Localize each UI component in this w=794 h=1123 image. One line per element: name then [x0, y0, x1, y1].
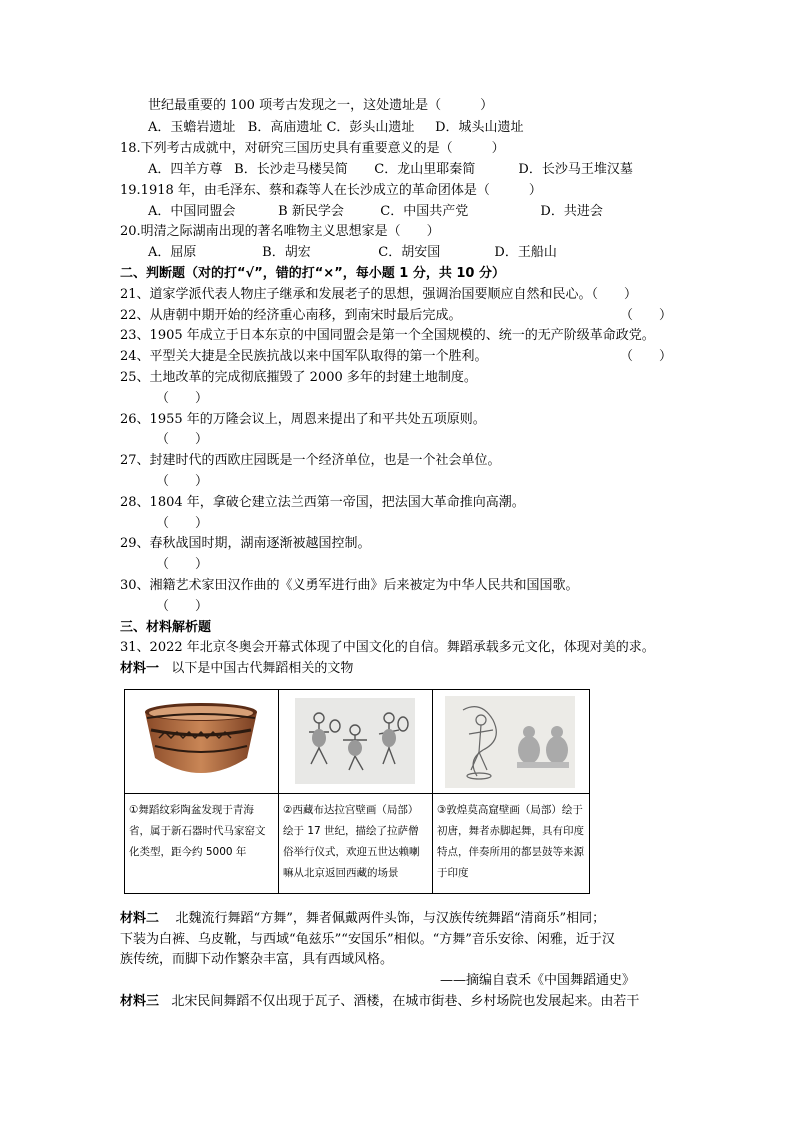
- q30-answer-blank[interactable]: （ ）: [156, 599, 209, 614]
- q19-stem: 19.1918 年，由毛泽东、蔡和森等人在长沙成立的革命团体是（ ）: [120, 183, 542, 198]
- q31: 31、2022 年北京冬奥会开幕式体现了中国文化的自信。舞蹈承载多元文化，体现对美的求。: [120, 640, 655, 655]
- section-2-heading: 二、判断题（对的打“√”，错的打“×”，每小题 1 分，共 10 分）: [120, 266, 505, 281]
- option[interactable]: A．中国同盟会: [148, 204, 236, 219]
- q28: 28、1804 年，拿破仑建立法兰西第一帝国，把法国大革命推向高潮。: [120, 495, 525, 510]
- material-2-line-1: [120, 911, 605, 927]
- material-2-source: ——摘编自袁禾《中国舞蹈通史》: [440, 973, 636, 988]
- q24: 24、平型关大捷是全民族抗战以来中国军队取得的第一个胜利。: [120, 349, 488, 364]
- material-1: [120, 661, 353, 677]
- option[interactable]: A．玉蟾岩遗址: [148, 120, 236, 135]
- q23: 23、1905 年成立于日本东京的中国同盟会是第一个全国规模的、统一的无产阶级革命政党。: [120, 328, 655, 343]
- material-1-label: 材料一: [120, 661, 160, 676]
- material-3-label: 材料三: [120, 994, 160, 1009]
- artifact-cell-pottery: [125, 690, 279, 893]
- material-2-line-2: 下装为白裤、乌皮靴，与西域“龟兹乐”“安国乐”相似。“方舞”音乐安徐、闲雅，近于汉: [120, 932, 615, 947]
- option[interactable]: C．胡安国: [378, 245, 441, 260]
- painted-pottery-basin-image: [125, 690, 278, 794]
- q24-answer-blank[interactable]: （ ）: [620, 349, 673, 364]
- caption-1: ①舞蹈纹彩陶盆发现于青海省，属于新石器时代马家窑文化类型，距今约 5000 年: [129, 804, 266, 858]
- q20-options: [148, 245, 557, 261]
- q26-answer-blank[interactable]: （ ）: [156, 432, 209, 447]
- q27-answer-blank[interactable]: （ ）: [156, 474, 209, 489]
- caption-2: ②西藏布达拉宫壁画（局部）绘于 17 世纪，描绘了拉萨僧俗举行仪式，欢迎五世达赖喇嘛从北京返回西藏的场景: [283, 804, 420, 879]
- artifact-cell-dunhuang-mural: [433, 690, 589, 893]
- option[interactable]: B 新民学会: [278, 204, 344, 219]
- option[interactable]: D．城头山遗址: [435, 120, 524, 135]
- q30: 30、湘籍艺术家田汉作曲的《义勇军进行曲》后来被定为中华人民共和国国歌。: [120, 578, 579, 593]
- q19-options: [148, 204, 603, 220]
- option[interactable]: D．长沙马王堆汉墓: [518, 162, 633, 177]
- option[interactable]: B．高庙遗址 C．彭头山遗址: [247, 120, 415, 135]
- option[interactable]: A．四羊方尊: [148, 162, 223, 177]
- material-1-text: 以下是中国古代舞蹈相关的文物: [171, 661, 354, 676]
- q25: 25、土地改革的完成彻底摧毁了 2000 多年的封建土地制度。: [120, 370, 477, 385]
- q21: 21、道家学派代表人物庄子继承和发展老子的思想，强调治国要顺应自然和民心。（ ）: [120, 287, 638, 302]
- potala-mural-image: [279, 690, 432, 794]
- q18-stem: 18.下列考古成就中，对研究三国历史具有重要意义的是（ ）: [120, 141, 505, 156]
- option[interactable]: A．屈原: [148, 245, 197, 260]
- option[interactable]: B．长沙走马楼吴简: [234, 162, 348, 177]
- q17-stem: 世纪最重要的 100 项考古发现之一，这处遗址是（ ）: [148, 98, 494, 113]
- option[interactable]: B．胡宏: [262, 245, 311, 260]
- q22: 22、从唐朝中期开始的经济重心南移，到南宋时最后完成。: [120, 308, 462, 323]
- q18-options: [148, 162, 633, 178]
- q27: 27、封建时代的西欧庄园既是一个经济单位，也是一个社会单位。: [120, 453, 501, 468]
- option[interactable]: C．中国共产党: [380, 204, 469, 219]
- option[interactable]: C．龙山里耶秦简: [374, 162, 476, 177]
- artifact-table: [124, 689, 590, 894]
- material-2-line-3: 族传统，而脚下动作繁杂丰富，具有西域风格。: [120, 952, 394, 967]
- q22-answer-blank[interactable]: （ ）: [620, 308, 673, 323]
- q26: 26、1955 年的万隆会议上，周恩来提出了和平共处五项原则。: [120, 412, 486, 427]
- option[interactable]: D．共进会: [540, 204, 603, 219]
- section-3-heading: 三、材料解析题: [120, 620, 212, 635]
- material-2-label: 材料二: [120, 911, 160, 926]
- q29: 29、春秋战国时期，湖南逐渐被越国控制。: [120, 536, 371, 551]
- q20-stem: 20.明清之际湖南出现的著名唯物主义思想家是（ ）: [120, 224, 440, 239]
- material-3: [120, 994, 639, 1010]
- q28-answer-blank[interactable]: （ ）: [156, 516, 209, 531]
- q25-answer-blank[interactable]: （ ）: [156, 391, 209, 406]
- caption-3: ③敦煌莫高窟壁画（局部）绘于初唐，舞者赤脚起舞，具有印度特点，伴奏所用的都昙鼓等来源于印度: [437, 804, 584, 879]
- artifact-cell-potala-mural: [279, 690, 433, 893]
- material-2-text: 北魏流行舞蹈“方舞”，舞者佩戴两件头饰，与汉族传统舞蹈“清商乐”相同；: [175, 911, 606, 926]
- q29-answer-blank[interactable]: （ ）: [156, 557, 209, 572]
- material-3-text: 北宋民间舞蹈不仅出现于瓦子、酒楼，在城市街巷、乡村场院也发展起来。由若干: [171, 994, 640, 1009]
- dunhuang-mural-image: [433, 690, 589, 794]
- option[interactable]: D．王船山: [494, 245, 557, 260]
- q17-options: [148, 120, 524, 136]
